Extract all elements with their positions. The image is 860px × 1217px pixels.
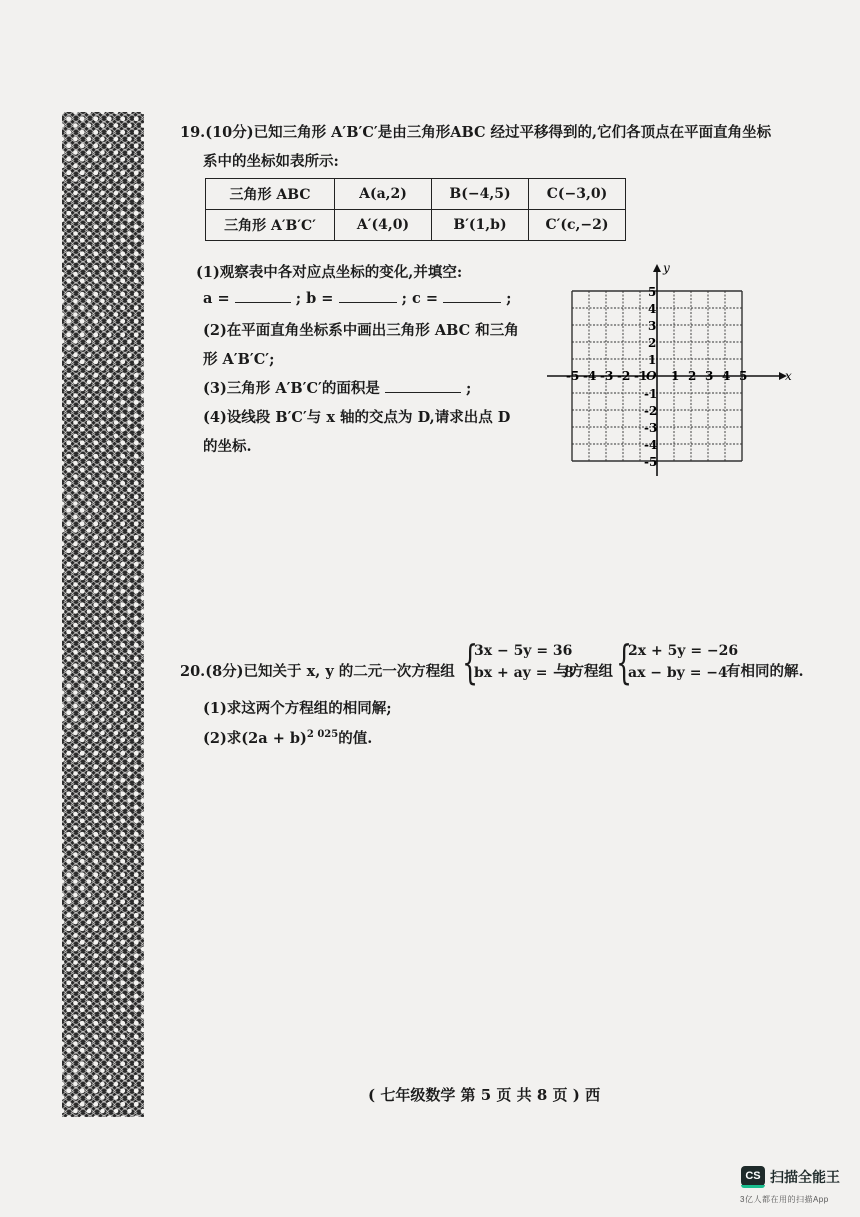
x-tick-label: 3 [705,369,714,383]
q19-part3 [203,377,471,398]
system1-eq2: bx + ay = −8 [474,665,574,681]
y-tick-label: 3 [648,319,657,333]
y-tick-label: 2 [648,336,657,350]
q19-line1: 19.(10分)已知三角形 A′B′C′是由三角形ABC 经过平移得到的,它们各顶点在平面直角坐标 [180,124,772,141]
watermark-name: 扫描全能王 [770,1169,840,1185]
q20-part2 [203,727,372,748]
blank-a-label: a = [203,290,230,307]
q19-blanks-line [203,290,512,307]
q20-part1: (1)求这两个方程组的相同解; [203,700,392,717]
q20-mid: 与方程组 [555,663,613,680]
blank-b-label: ; b = [295,290,334,307]
coordinate-table [205,178,626,241]
watermark-subtitle: 3亿人都在用的扫描App [740,1195,829,1204]
part2-post: 的值. [338,730,373,747]
x-tick-label: -1 [634,369,648,383]
y-tick-label: -4 [644,438,658,452]
y-tick-label: -2 [644,404,658,418]
system2-eq1: 2x + 5y = −26 [628,643,739,659]
table-cell: C(−3,0) [529,179,626,210]
table-cell: A(a,2) [335,179,432,210]
x-tick-label: -2 [617,369,631,383]
y-tick-label: -5 [644,455,658,469]
x-axis-label: x [785,369,792,383]
table-cell: B′(1,b) [432,210,529,241]
table-cell: 三角形 A′B′C′ [206,210,335,241]
blank-a [235,290,291,303]
table-cell: 三角形 ABC [206,179,335,210]
q19-part4a: (4)设线段 B′C′与 x 轴的交点为 D,请求出点 D [203,409,511,426]
x-tick-label: -3 [600,369,614,383]
page-footer: ( 七年级数学 第 5 页 共 8 页 ) 西 [368,1086,601,1104]
part2-exponent: 2 025 [306,729,339,741]
table-cell: A′(4,0) [335,210,432,241]
x-tick-label: -4 [583,369,597,383]
q19-part2b: 形 A′B′C′; [203,351,275,368]
coordinate-grid [545,258,795,480]
q19-part1: (1)观察表中各对应点坐标的变化,并填空: [196,264,463,281]
q19-part2a: (2)在平面直角坐标系中画出三角形 ABC 和三角 [203,322,519,339]
part3-end: ; [466,380,472,397]
table-cell: C′(c,−2) [529,210,626,241]
origin-label: O [646,369,657,383]
decorative-binding-strip [62,112,144,1117]
q19-line2: 系中的坐标如表所示: [203,153,339,170]
y-tick-label: -3 [644,421,658,435]
table-row [206,179,626,210]
part3-text: (3)三角形 A′B′C′的面积是 [203,380,380,397]
blank-c [443,290,501,303]
y-tick-label: -1 [644,387,658,401]
table-cell: B(−4,5) [432,179,529,210]
system2-eq2: ax − by = −4 [628,665,728,681]
equation-system-2 [616,635,739,689]
brace-icon: { [462,635,479,689]
x-tick-label: 4 [722,369,731,383]
x-tick-label: 5 [739,369,748,383]
x-tick-label: 1 [671,369,680,383]
blank-area [385,380,461,393]
camscanner-logo-icon: CS [741,1166,765,1186]
q20-end: 有相同的解. [726,663,804,680]
y-axis-arrow-icon [653,264,661,272]
table-row [206,210,626,241]
brace-icon: { [616,635,633,689]
y-tick-label: 4 [648,302,657,316]
x-tick-label: -5 [566,369,580,383]
blank-b [339,290,397,303]
system1-eq1: 3x − 5y = 36 [474,643,573,659]
q20-intro: 20.(8分)已知关于 x, y 的二元一次方程组 [180,663,455,680]
part2-pre: (2)求(2a + b) [203,730,307,747]
blank-c-label: ; c = [401,290,439,307]
y-tick-label: 5 [648,285,657,299]
q19-part4b: 的坐标. [203,438,252,455]
blank-end: ; [506,290,512,307]
y-tick-label: 1 [648,353,657,367]
x-tick-label: 2 [688,369,697,383]
y-axis-label: y [663,261,670,275]
